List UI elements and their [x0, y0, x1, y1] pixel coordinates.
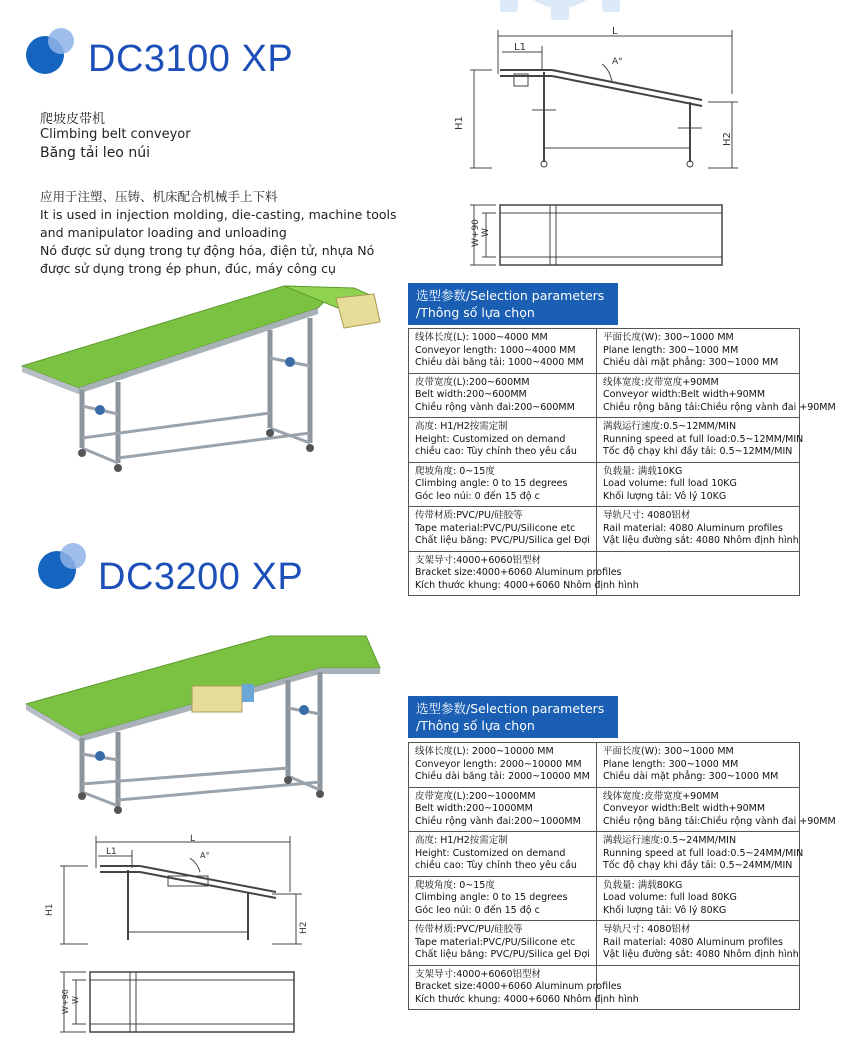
spec-line: Chiều dài băng tải: 1000~4000 MM [415, 357, 584, 368]
param-header-line: /Thông số lựa chọn [416, 718, 535, 733]
spec-cell [597, 462, 800, 507]
spec-row [409, 507, 800, 552]
dim-label-angle-2: A° [200, 851, 210, 860]
spec-line: Conveyor length: 2000~10000 MM [415, 758, 582, 770]
selection-parameters-header-1 [408, 283, 618, 325]
spec-line: Chiều rộng vành đai:200~1000MM [415, 815, 581, 827]
spec-line: Bracket size:4000+6060 Aluminum profiles [415, 567, 622, 578]
spec-line: Chiều rộng băng tải:Chiều rộng vành đai +90MM [603, 815, 836, 827]
spec-cell [409, 418, 597, 463]
spec-cell [597, 876, 800, 921]
spec-row [409, 876, 800, 921]
spec-row [409, 551, 800, 596]
spec-cell [409, 507, 597, 552]
spec-cell [409, 832, 597, 877]
spec-line: 支架导寸:4000+6060铝型材 [415, 968, 542, 980]
desc-line: 应用于注塑、压铸、机床配合机械手上下料 [40, 189, 278, 204]
spec-row [409, 373, 800, 418]
spec-line: Kích thước khung: 4000+6060 Nhôm định hình [415, 579, 639, 591]
spec-row [409, 787, 800, 832]
spec-line: Khối lượng tải: Vô lý 10KG [603, 490, 727, 502]
spec-line: Chiều rộng vành đai:200~600MM [415, 401, 575, 413]
spec-cell [409, 551, 639, 596]
spec-row [409, 921, 800, 966]
side-view-drawing-dc3100 [452, 24, 752, 184]
spec-row [409, 418, 800, 463]
spec-row [409, 462, 800, 507]
spec-line: Climbing angle: 0 to 15 degrees [415, 892, 568, 903]
desc-line: and manipulator loading and unloading [40, 225, 287, 240]
spec-line: 高度: H1/H2按需定制 [415, 421, 508, 432]
spec-cell [409, 373, 597, 418]
dim-label-L1: L1 [514, 42, 526, 53]
spec-line: Climbing angle: 0 to 15 degrees [415, 478, 568, 489]
spec-line: Load volume: full load 80KG [603, 892, 737, 903]
param-header-line: /Thông số lựa chọn [416, 305, 535, 320]
spec-line: 传带材质:PVC/PU/硅胶等 [415, 924, 523, 935]
conveyor-illustration-dc3200 [20, 628, 380, 818]
dim-label-W: W [481, 228, 491, 237]
logo-dots-1 [26, 28, 82, 78]
spec-line: Góc leo núi: 0 đến 15 độ c [415, 904, 540, 916]
spec-cell [597, 507, 800, 552]
desc-line: được sử dụng trong ép phun, đúc, máy công cụ [40, 261, 336, 276]
spec-line: Belt width:200~1000MM [415, 803, 533, 814]
dim-label-H1: H1 [454, 116, 465, 130]
spec-line: Rail material: 4080 Aluminum profiles [603, 522, 783, 534]
spec-line: 传带材质:PVC/PU/硅胶等 [415, 510, 523, 521]
gear-decoration-icon [470, 0, 650, 20]
dim-label-W-2: W [71, 996, 80, 1004]
spec-cell [597, 743, 800, 788]
dim-label-L: L [612, 26, 618, 37]
spec-line: 支架导寸:4000+6060铝型材 [415, 554, 542, 566]
param-header-line: 选型参数/Selection parameters [416, 701, 605, 716]
dim-label-W90-2: W+90 [61, 989, 70, 1014]
spec-row [409, 832, 800, 877]
spec-row [409, 965, 800, 1010]
model-title-dc3100: DC3100 XP [88, 38, 294, 80]
spec-line: Vật liệu đường sắt: 4080 Nhôm định hình [603, 949, 799, 960]
spec-line: Kích thước khung: 4000+6060 Nhôm định hình [415, 993, 639, 1005]
spec-cell [597, 787, 836, 832]
spec-cell [409, 876, 597, 921]
description-block [40, 188, 396, 278]
spec-cell [409, 787, 597, 832]
spec-line: Chất liệu băng: PVC/PU/Silica gel Đợi [415, 535, 590, 546]
spec-line: Height: Customized on demand [415, 847, 566, 859]
spec-cell [409, 329, 597, 374]
spec-cell [597, 921, 800, 966]
spec-cell [409, 965, 639, 1010]
spec-cell [409, 921, 597, 966]
top-view-drawing-dc3200 [40, 962, 310, 1042]
spec-line: Conveyor width:Belt width+90MM [603, 389, 766, 400]
spec-line: 线体宽度:皮带宽度+90MM [603, 376, 719, 388]
spec-line [603, 555, 793, 568]
spec-line: Conveyor width:Belt width+90MM [603, 803, 766, 814]
spec-line [603, 981, 793, 994]
spec-line: Conveyor length: 1000~4000 MM [415, 344, 576, 356]
product-name-cn: 爬坡皮带机 [40, 112, 106, 127]
spec-line: 负载量: 满载10KG [603, 465, 683, 477]
spec-line: 爬坡角度: 0~15度 [415, 879, 495, 891]
selection-parameters-header-2 [408, 696, 618, 738]
spec-line: Height: Customized on demand [415, 433, 566, 445]
spec-line: 线体宽度:皮带宽度+90MM [603, 790, 719, 802]
spec-line: 皮带宽度(L):200~600MM [415, 376, 530, 388]
spec-table-dc3200 [408, 742, 836, 1010]
spec-line: Khối lượng tải: Vô lý 80KG [603, 904, 727, 916]
spec-row [409, 329, 800, 374]
side-view-drawing-dc3200 [40, 832, 310, 952]
top-view-drawing-dc3100 [452, 195, 742, 275]
dim-label-angle: A° [612, 57, 623, 67]
spec-line: Plane length: 300~1000 MM [603, 344, 739, 356]
product-name-vi: Băng tải leo núi [40, 145, 150, 161]
spec-line: 负载量: 满载80KG [603, 879, 683, 891]
desc-line: Nó được sử dụng trong tự động hóa, điện tử, nhựa Nó [40, 243, 375, 258]
dim-label-L-2: L [190, 834, 196, 844]
conveyor-illustration-dc3100 [18, 278, 388, 478]
spec-line: 皮带宽度(L):200~1000MM [415, 790, 536, 802]
spec-line: Chiều dài băng tải: 2000~10000 MM [415, 771, 590, 782]
spec-cell [597, 329, 800, 374]
spec-line: Chiều dài mặt phẳng: 300~1000 MM [603, 357, 779, 368]
spec-line: 高度: H1/H2按需定制 [415, 835, 508, 846]
spec-line: 满载运行速度:0.5~12MM/MIN [603, 421, 737, 432]
dim-label-L1-2: L1 [106, 847, 117, 857]
spec-line: Tape material:PVC/PU/Silicone etc [415, 936, 576, 948]
spec-line: Tốc độ chạy khi đầy tải: 0.5~12MM/MIN [603, 446, 793, 457]
spec-line: chiều cao: Tùy chỉnh theo yêu cầu [415, 446, 577, 457]
spec-cell [409, 743, 597, 788]
dim-label-H1-2: H1 [45, 903, 55, 916]
product-name-en: Climbing belt conveyor [40, 127, 191, 142]
spec-line: Chiều rộng băng tải:Chiều rộng vành đai +90MM [603, 401, 836, 413]
param-header-line: 选型参数/Selection parameters [416, 288, 605, 303]
spec-cell [597, 832, 804, 877]
spec-line: Chiều dài mặt phẳng: 300~1000 MM [603, 771, 779, 782]
dim-label-W90: W+90 [471, 219, 481, 247]
spec-line: 平面长度(W): 300~1000 MM [603, 332, 734, 343]
spec-line: Rail material: 4080 Aluminum profiles [603, 936, 783, 948]
spec-table-dc3100 [408, 328, 836, 596]
spec-line: chiều cao: Tùy chỉnh theo yêu cầu [415, 860, 577, 871]
spec-line: Bracket size:4000+6060 Aluminum profiles [415, 981, 622, 992]
spec-line: 线体长度(L): 2000~10000 MM [415, 746, 554, 757]
spec-line [603, 969, 793, 982]
logo-dots-2 [38, 543, 94, 593]
spec-line: Plane length: 300~1000 MM [603, 758, 739, 770]
spec-line: Chất liệu băng: PVC/PU/Silica gel Đợi [415, 949, 590, 960]
spec-line: Vật liệu đường sắt: 4080 Nhôm định hình [603, 535, 799, 546]
spec-cell [409, 462, 597, 507]
spec-line: Running speed at full load:0.5~12MM/MIN [603, 433, 804, 445]
dim-label-H2-2: H2 [299, 921, 309, 934]
dim-label-H2: H2 [722, 132, 733, 146]
desc-line: It is used in injection molding, die-casting, machine tools [40, 207, 397, 222]
spec-line: 满载运行速度:0.5~24MM/MIN [603, 835, 737, 846]
spec-line: Belt width:200~600MM [415, 389, 527, 400]
spec-line: Load volume: full load 10KG [603, 478, 737, 489]
spec-line [603, 567, 793, 580]
spec-cell [597, 373, 836, 418]
model-title-dc3200: DC3200 XP [98, 556, 304, 598]
spec-line: Góc leo núi: 0 đến 15 độ c [415, 490, 540, 502]
spec-line: Running speed at full load:0.5~24MM/MIN [603, 847, 804, 859]
spec-line: 爬坡角度: 0~15度 [415, 465, 495, 477]
spec-line: Tape material:PVC/PU/Silicone etc [415, 522, 576, 534]
spec-line: 平面长度(W): 300~1000 MM [603, 746, 734, 757]
spec-line: 线体长度(L): 1000~4000 MM [415, 332, 548, 343]
spec-cell [597, 418, 804, 463]
spec-line: 导轨尺寸: 4080铝材 [603, 924, 691, 935]
spec-line: 导轨尺寸: 4080铝材 [603, 510, 691, 521]
spec-row [409, 743, 800, 788]
spec-line: Tốc độ chạy khi đầy tải: 0.5~24MM/MIN [603, 860, 793, 871]
